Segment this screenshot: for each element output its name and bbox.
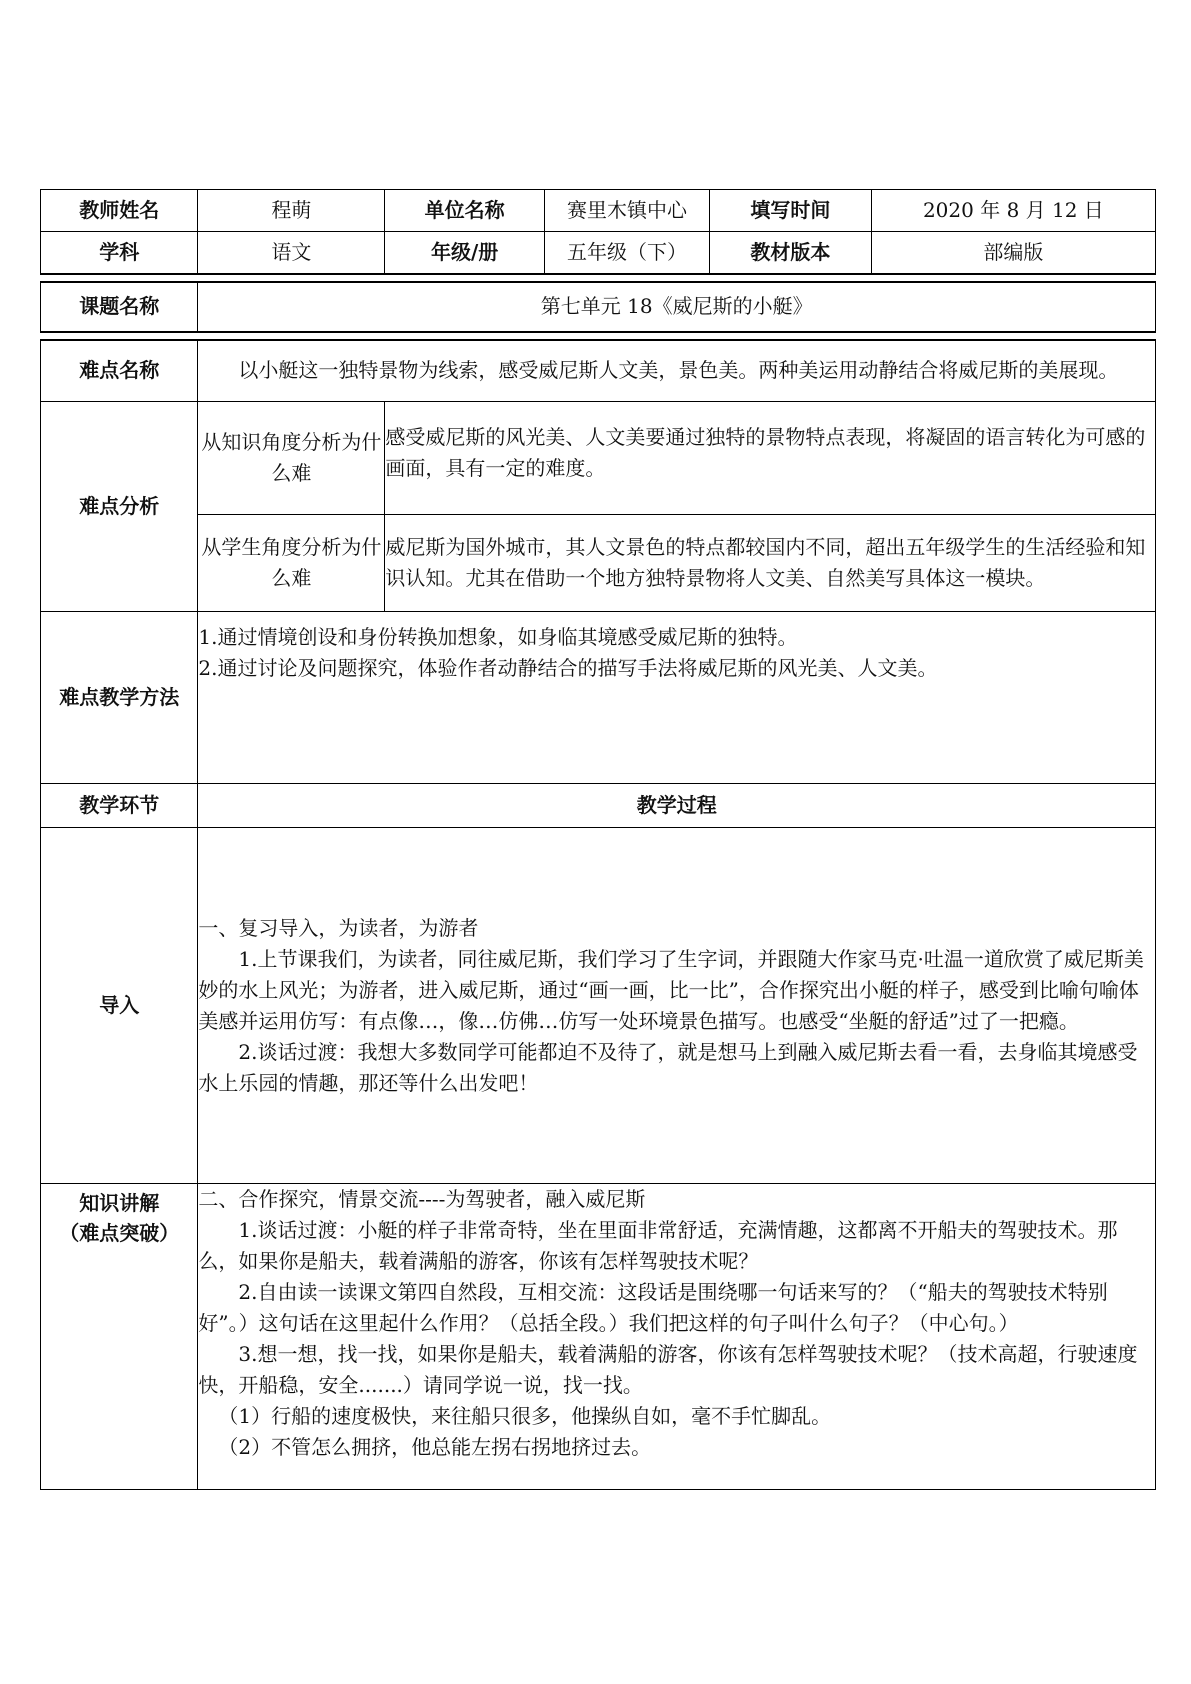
difficulty-text: 以小艇这一独特景物为线索，感受威尼斯人文美，景色美。两种美运用动静结合将威尼斯的美展现。: [238, 358, 1119, 383]
topic-label: 课题名称: [41, 282, 198, 332]
teacher-name-label: 教师姓名: [41, 190, 198, 232]
student-angle-label: 从学生角度分析为什么难: [198, 515, 385, 612]
knowledge-angle-label: 从知识角度分析为什么难: [198, 402, 385, 515]
process-label: 教学过程: [198, 784, 1156, 828]
intro-heading: 一、复习导入，为读者，为游者: [198, 915, 479, 940]
unit-name-value: 赛里木镇中心: [544, 190, 709, 232]
topic-value: 第七单元 18《威尼斯的小艇》: [198, 282, 1156, 332]
method-label: 难点教学方法: [41, 612, 198, 784]
difficulty-label: 难点名称: [41, 340, 198, 402]
knowledge-angle-text: 感受威尼斯的风光美、人文美要通过独特的景物特点表现，将凝固的语言转化为可感的画面，具有一定的难度。: [385, 402, 1156, 515]
explain-paragraph-1: 1.谈话过渡：小艇的样子非常奇特，坐在里面非常舒适，充满情趣，这都离不开船夫的驾驶技术。那么，如果你是船夫，载着满船的游客，你该有怎样驾驶技术呢？: [198, 1218, 1118, 1273]
method-line-2: 2.通过讨论及问题探究，体验作者动静结合的描写手法将威尼斯的风光美、人文美。: [198, 656, 938, 680]
method-row: [41, 612, 1156, 784]
student-angle-text: 威尼斯为国外城市，其人文景色的特点都较国内不同，超出五年级学生的生活经验和知识认知。尤其在借助一个地方独特景物将人文美、自然美写具体这一模块。: [385, 515, 1156, 612]
explain-label-line-2: （难点突破）: [59, 1221, 180, 1245]
analysis-row-student: [41, 515, 1156, 612]
explain-paragraph-2: 2.自由读一读课文第四自然段，互相交流：这段话是围绕哪一句话来写的？（“船夫的驾驶技术特别好”。）这句话在这里起什么作用？（总括全段。）我们把这样的句子叫什么句子？（中心句。）: [198, 1280, 1108, 1335]
header-row-1: [41, 190, 1156, 232]
edition-value: 部编版: [871, 232, 1155, 274]
subject-value: 语文: [198, 232, 385, 274]
intro-paragraph-1: 1.上节课我们，为读者，同往威尼斯，我们学习了生字词，并跟随大作家马克·吐温一道欣赏了威尼斯美妙的水上风光；为游者，进入威尼斯，通过“画一画，比一比”，合作探究出小艇的样子，感受到比喻句喻体美感并运用仿写：有点像…，像…仿佛…仿写一处环境景色描写。也感受“坐艇的舒适”过了一把瘾。: [198, 946, 1144, 1033]
fill-date-value: 2020 年 8 月 12 日: [871, 190, 1155, 232]
header-row-2: [41, 232, 1156, 274]
grade-value: 五年级（下）: [544, 232, 709, 274]
edition-label: 教材版本: [709, 232, 871, 274]
topic-row: [41, 282, 1156, 332]
analysis-row-knowledge: [41, 402, 1156, 515]
explain-row: [41, 1184, 1156, 1490]
analysis-label: 难点分析: [41, 402, 198, 612]
intro-paragraph-2: 2.谈话过渡：我想大多数同学可能都迫不及待了，就是想马上到融入威尼斯去看一看，去身临其境感受水上乐园的情趣，那还等什么出发吧！: [198, 1039, 1138, 1095]
method-line-1: 1.通过情境创设和身份转换加想象，如身临其境感受威尼斯的独特。: [198, 625, 798, 649]
teacher-name-value: 程萌: [198, 190, 385, 232]
explain-heading: 二、合作探究，情景交流----为驾驶者，融入威尼斯: [198, 1187, 646, 1211]
spacer-row: [41, 332, 1156, 340]
lesson-plan-table: [40, 189, 1156, 1490]
unit-name-label: 单位名称: [385, 190, 545, 232]
spacer-row: [41, 274, 1156, 282]
difficulty-row: [41, 340, 1156, 402]
intro-row: [41, 828, 1156, 1184]
intro-label: 导入: [41, 828, 198, 1184]
explain-label-line-1: 知识讲解: [79, 1191, 160, 1215]
explain-paragraph-3: 3.想一想，找一找，如果你是船夫，载着满船的游客，你该有怎样驾驶技术呢？（技术高超，行驶速度快，开船稳，安全.......）请同学说一说，找一找。: [198, 1342, 1138, 1397]
stage-label: 教学环节: [41, 784, 198, 828]
process-header-row: [41, 784, 1156, 828]
explain-item-1: （1）行船的速度极快，来往船只很多，他操纵自如，毫不手忙脚乱。: [218, 1404, 832, 1428]
fill-date-label: 填写时间: [709, 190, 871, 232]
explain-item-2: （2）不管怎么拥挤，他总能左拐右拐地挤过去。: [218, 1435, 652, 1459]
grade-label: 年级/册: [385, 232, 545, 274]
subject-label: 学科: [41, 232, 198, 274]
